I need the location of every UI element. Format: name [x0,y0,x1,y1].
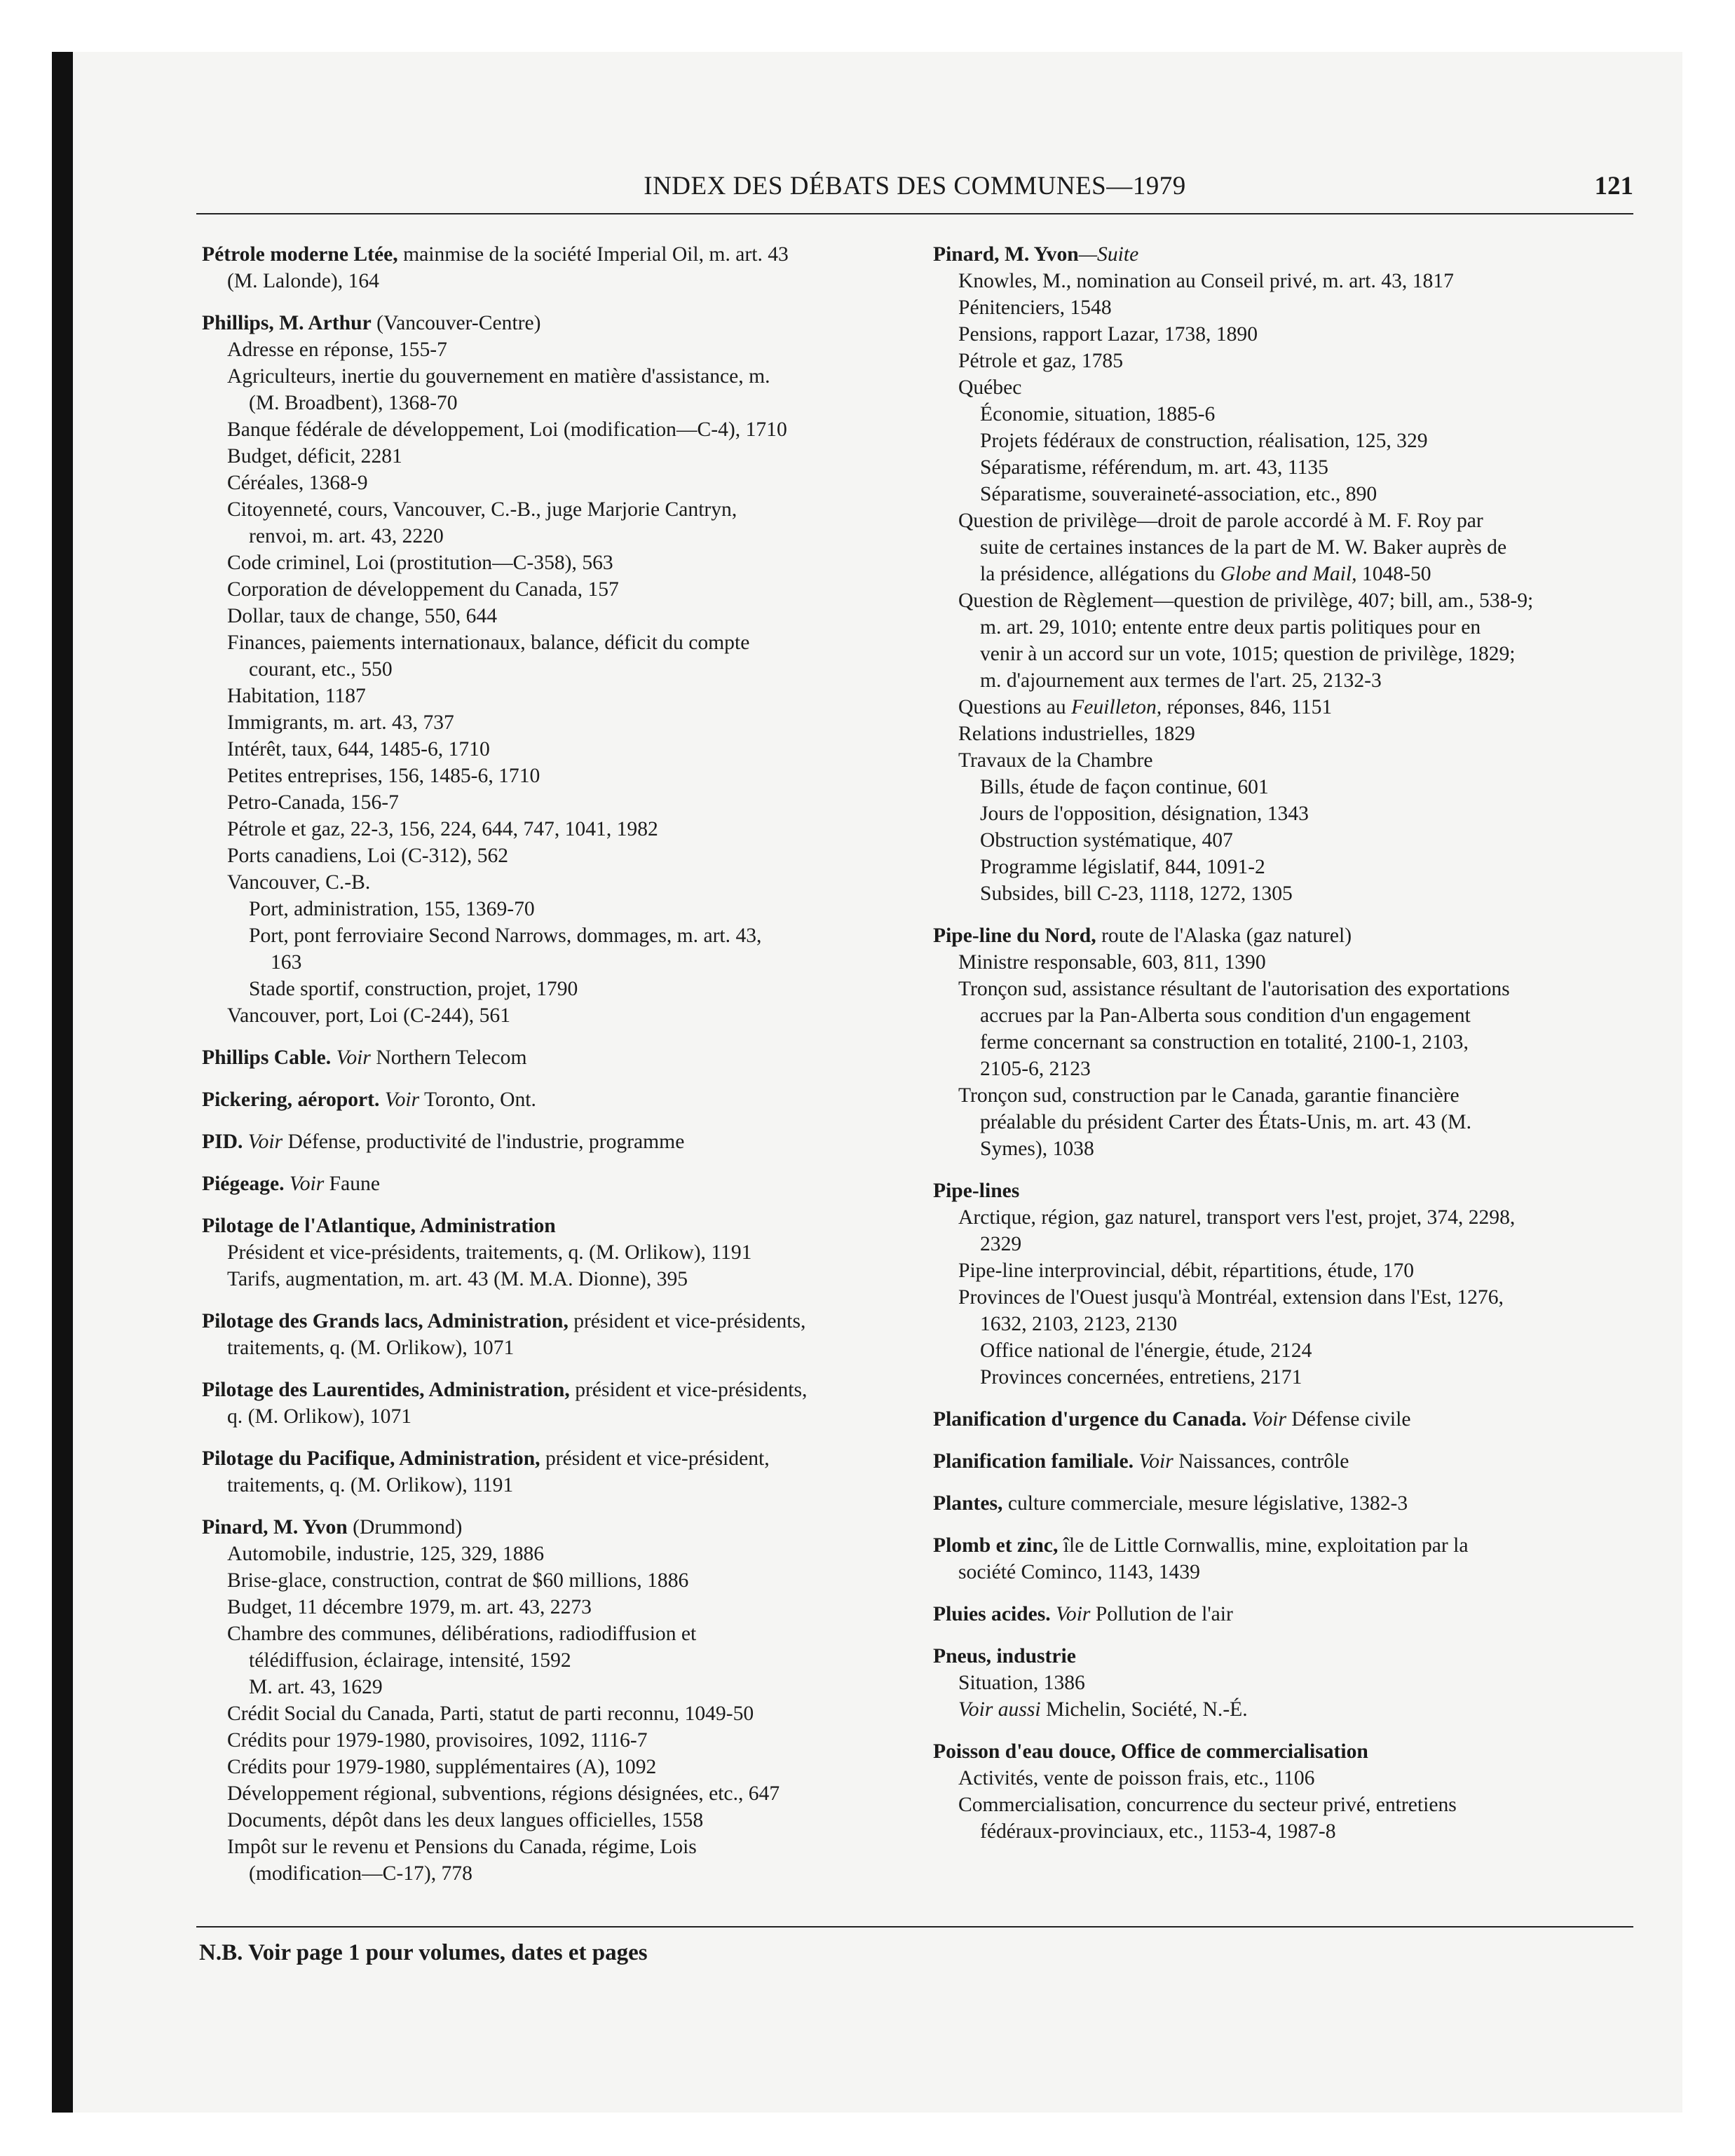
entry-text: Adresse en réponse, 155-7 [227,339,447,361]
entry-subline [933,1670,1627,1696]
entry-subline [202,1674,896,1700]
entry-subline [202,709,896,736]
italic-text: Voir [384,1089,420,1111]
entry-heading-line [933,922,1627,949]
entry-text: Michelin, Société, N.-É. [1046,1698,1248,1721]
entry-heading: Pipe-lines [933,1180,1020,1202]
entry-text: Naissances, contrôle [1178,1450,1349,1473]
entry-subline [202,550,896,576]
entry-heading: Pinard, M. Yvon [933,243,1079,266]
running-header [196,171,1633,214]
entry-subline [933,374,1627,401]
entry-subline [202,390,896,416]
entry-text: Céréales, 1368-9 [227,472,368,494]
entry-subline [202,363,896,390]
index-entry [202,1308,896,1361]
entry-text: Pipe-line interprovincial, débit, répartitions, étude, 170 [958,1260,1415,1282]
entry-text: m. art. 29, 1010; entente entre deux partis politiques pour en [980,616,1481,639]
entry-subline [933,1029,1627,1056]
entry-subline [202,789,896,816]
entry-subline [933,1257,1627,1284]
entry-subline [202,1002,896,1029]
italic-text: Voir [1251,1408,1286,1431]
entry-heading-line [202,1171,896,1197]
entry-text: 2329 [980,1233,1022,1255]
entry-text: ferme concernant sa construction en totalité, 2100-1, 2103, [980,1031,1469,1053]
page-number: 121 [1594,172,1633,200]
entry-text: Agriculteurs, inertie du gouvernement en matière d'assistance, m. [227,365,770,388]
entry-text: président et vice-présidents, [573,1310,806,1332]
entry-text: courant, etc., 550 [249,658,393,681]
entry-subline [202,1834,896,1860]
entry-subline [933,321,1627,348]
binding-edge [52,52,73,2113]
entry-subline [202,576,896,603]
italic-text: Voir [1056,1603,1091,1625]
entry-subline [933,1559,1627,1585]
italic-text: Voir [289,1173,325,1195]
entry-text: 1632, 2103, 2123, 2130 [980,1313,1178,1335]
entry-heading: Planification d'urgence du Canada. [933,1408,1247,1431]
entry-heading: Pilotage de l'Atlantique, Administration [202,1215,556,1237]
entry-subline [933,1284,1627,1311]
entry-text: Crédits pour 1979-1980, supplémentaires (A), 1092 [227,1756,657,1778]
entry-heading-line [933,1178,1627,1204]
entry-text: Arctique, région, gaz naturel, transport vers l'est, projet, 374, 2298, [958,1206,1516,1229]
entry-heading-line [202,1377,896,1403]
entry-text: Pollution de l'air [1095,1603,1233,1625]
entry-subline [202,1647,896,1674]
entry-subline [202,1567,896,1594]
entry-subline [933,1337,1627,1364]
index-entry [202,1086,896,1113]
entry-text: Documents, dépôt dans les deux langues officielles, 1558 [227,1809,704,1831]
entry-subline [202,736,896,763]
entry-text: île de Little Cornwallis, mine, exploitation par la [1063,1534,1469,1557]
entry-text: (M. Broadbent), 1368-70 [249,392,458,414]
entry-text: 2105-6, 2123 [980,1058,1091,1080]
entry-text: Activités, vente de poisson frais, etc., 1106 [958,1767,1315,1789]
entry-subline [202,1594,896,1621]
entry-subline [202,603,896,629]
entry-text: Immigrants, m. art. 43, 737 [227,711,454,734]
entry-text: Commercialisation, concurrence du secteur privé, entretiens [958,1794,1457,1816]
entry-text: télédiffusion, éclairage, intensité, 1592 [249,1649,571,1672]
italic-text: —Suite [1078,243,1139,266]
index-entry [202,1171,896,1197]
entry-heading-line [933,1406,1627,1433]
entry-subline [202,1403,896,1430]
entry-subline [202,1472,896,1499]
entry-text: Développement régional, subventions, régions désignées, etc., 647 [227,1782,780,1805]
entry-text: Northern Telecom [376,1046,527,1069]
entry-heading-line [202,1445,896,1472]
entry-heading-line [202,1086,896,1113]
entry-text: traitements, q. (M. Orlikow), 1191 [227,1474,514,1496]
entry-subline [933,348,1627,374]
entry-text: route de l'Alaska (gaz naturel) [1101,925,1352,947]
entry-text: culture commerciale, mesure législative, 1382-3 [1007,1492,1408,1515]
entry-subline [202,523,896,550]
entry-text: 163 [271,951,302,974]
entry-subline [202,1266,896,1292]
entry-subline [202,470,896,496]
entry-heading: Plantes, [933,1492,1003,1515]
entry-subline [933,667,1627,694]
entry-text: Stade sportif, construction, projet, 1790 [249,978,578,1000]
entry-subline [933,747,1627,774]
entry-text: préalable du président Carter des États-Unis, m. art. 43 (M. [980,1111,1472,1133]
entry-text: (modification—C-17), 778 [249,1862,472,1885]
entry-text: Bills, étude de façon continue, 601 [980,776,1269,798]
index-entry [202,1128,896,1155]
entry-heading: Pétrole moderne Ltée, [202,243,398,266]
entry-subline [933,294,1627,321]
entry-text: 1048-50 [1361,563,1431,585]
entry-subline [933,1002,1627,1029]
entry-subline [202,496,896,523]
entry-heading: Piégeage. [202,1173,285,1195]
entry-text: Symes), 1038 [980,1138,1094,1160]
entry-text: (Drummond) [353,1516,463,1538]
entry-text: Code criminel, Loi (prostitution—C-358), 563 [227,552,613,574]
entry-subline [933,428,1627,454]
entry-text: Automobile, industrie, 125, 329, 1886 [227,1543,545,1565]
entry-text: Banque fédérale de développement, Loi (modification—C-4), 1710 [227,418,787,441]
italic-text: Voir aussi [958,1698,1041,1721]
index-entry [933,922,1627,1162]
entry-text: mainmise de la société Imperial Oil, m. art. 43 [403,243,789,266]
entry-text: Programme législatif, 844, 1091-2 [980,856,1265,878]
entry-subline [933,1364,1627,1391]
entry-text: Faune [329,1173,380,1195]
entry-heading: Pickering, aéroport. [202,1089,380,1111]
index-column-left [202,241,896,1887]
entry-text: Question de privilège—droit de parole accordé à M. F. Roy par [958,510,1483,532]
entry-text: Office national de l'énergie, étude, 2124 [980,1339,1312,1362]
entry-text: Pensions, rapport Lazar, 1738, 1890 [958,323,1258,346]
italic-text: Voir [336,1046,371,1069]
entry-subline [202,976,896,1002]
entry-heading-line [933,1490,1627,1517]
entry-text: Travaux de la Chambre [958,749,1153,772]
entry-text: Ports canadiens, Loi (C-312), 562 [227,845,509,867]
entry-text: (M. Lalonde), 164 [227,270,379,292]
entry-text: m. d'ajournement aux termes de l'art. 25, 2132-3 [980,669,1382,692]
entry-subline [202,1860,896,1887]
index-entry [202,1213,896,1292]
entry-subline [933,561,1627,587]
entry-text: Provinces concernées, entretiens, 2171 [980,1366,1302,1389]
entry-text: M. art. 43, 1629 [249,1676,383,1698]
entry-subline [933,1792,1627,1818]
entry-subline [202,842,896,869]
entry-subline [202,816,896,842]
entry-text: Pénitenciers, 1548 [958,296,1112,319]
entry-subline [933,507,1627,534]
entry-text: Québec [958,376,1022,399]
index-entry [933,1490,1627,1517]
entry-text: Corporation de développement du Canada, 157 [227,578,619,601]
entry-text: Défense civile [1291,1408,1411,1431]
entry-text: Budget, déficit, 2281 [227,445,402,468]
entry-text: renvoi, m. art. 43, 2220 [249,525,444,547]
italic-text: Globe and Mail, [1220,563,1357,585]
entry-text: Habitation, 1187 [227,685,366,707]
entry-subline [933,401,1627,428]
entry-subline [933,1311,1627,1337]
entry-text: Intérêt, taux, 644, 1485-6, 1710 [227,738,490,760]
entry-text: Petites entreprises, 156, 1485-6, 1710 [227,765,540,787]
entry-text: Crédit Social du Canada, Parti, statut de parti reconnu, 1049-50 [227,1703,754,1725]
entry-heading: Planification familiale. [933,1450,1134,1473]
entry-subline [202,336,896,363]
entry-subline [202,443,896,470]
entry-text: Chambre des communes, délibérations, radiodiffusion et [227,1623,697,1645]
entry-subline [933,1082,1627,1109]
index-entry [933,1738,1627,1845]
footer-note: N.B. Voir page 1 pour volumes, dates et pages [199,1940,648,1965]
entry-heading: Pilotage des Laurentides, Administration, [202,1379,570,1401]
entry-subline [933,976,1627,1002]
entry-text: Projets fédéraux de construction, réalisation, 125, 329 [980,430,1428,452]
entry-heading-line [202,310,896,336]
entry-text: Séparatisme, référendum, m. art. 43, 1135 [980,456,1328,479]
entry-subline [933,1765,1627,1792]
entry-subline [933,774,1627,800]
entry-subline [933,1818,1627,1845]
entry-heading-line [933,1643,1627,1670]
entry-text: Jours de l'opposition, désignation, 1343 [980,803,1309,825]
entry-subline [933,827,1627,854]
index-entry [933,1448,1627,1475]
entry-subline [202,1780,896,1807]
entry-text: venir à un accord sur un vote, 1015; question de privilège, 1829; [980,643,1516,665]
entry-heading: Pluies acides. [933,1603,1051,1625]
entry-text: Port, pont ferroviaire Second Narrows, dommages, m. art. 43, [249,925,762,947]
index-entry [933,241,1627,907]
entry-text: Petro-Canada, 156-7 [227,791,399,814]
entry-heading-line [202,1128,896,1155]
entry-subline [202,869,896,896]
entry-text: Séparatisme, souveraineté-association, etc., 890 [980,483,1377,505]
entry-text: traitements, q. (M. Orlikow), 1071 [227,1337,515,1359]
entry-subline [933,1696,1627,1723]
entry-subline [933,694,1627,721]
entry-text: Pétrole et gaz, 1785 [958,350,1124,372]
header-title: INDEX DES DÉBATS DES COMMUNES—1979 [644,172,1186,200]
entry-subline [202,1754,896,1780]
entry-text: Vancouver, port, Loi (C-244), 561 [227,1004,510,1027]
entry-heading: Pinard, M. Yvon [202,1516,348,1538]
entry-subline [933,534,1627,561]
entry-heading-line [202,1213,896,1239]
index-entry [202,1377,896,1430]
entry-text: Port, administration, 155, 1369-70 [249,898,535,920]
entry-heading: Poisson d'eau douce, Office de commercialisation [933,1740,1368,1763]
index-entry [933,1178,1627,1391]
italic-text: Voir [247,1131,283,1153]
entry-subline [933,454,1627,481]
entry-subline [202,1727,896,1754]
entry-subline [933,1204,1627,1231]
entry-subline [202,1807,896,1834]
entry-subline [933,949,1627,976]
entry-subline [933,1056,1627,1082]
entry-heading: PID. [202,1131,243,1153]
entry-subline [933,880,1627,907]
entry-heading-line [933,1532,1627,1559]
entry-heading-line [933,1448,1627,1475]
index-entry [933,1643,1627,1723]
entry-heading-line [933,241,1627,268]
entry-text: société Cominco, 1143, 1439 [958,1561,1200,1583]
entry-text: président et vice-présidents, [575,1379,808,1401]
entry-text: Impôt sur le revenu et Pensions du Canada, régime, Lois [227,1836,697,1858]
entry-subline [202,896,896,922]
entry-text: Économie, situation, 1885-6 [980,403,1216,425]
entry-text: Toronto, Ont. [424,1089,536,1111]
entry-heading: Pilotage des Grands lacs, Administration, [202,1310,569,1332]
entry-subline [202,763,896,789]
entry-heading: Phillips Cable. [202,1046,332,1069]
entry-text: Situation, 1386 [958,1672,1085,1694]
index-entry [202,1044,896,1071]
entry-text: Crédits pour 1979-1980, provisoires, 1092, 1116-7 [227,1729,648,1752]
entry-heading-line [202,1308,896,1335]
entry-subline [933,268,1627,294]
entry-text: président et vice-président, [545,1447,770,1470]
entry-text: Brise-glace, construction, contrat de $60 millions, 1886 [227,1569,689,1592]
entry-text: Pétrole et gaz, 22-3, 156, 224, 644, 747, 1041, 1982 [227,818,658,840]
entry-subline [202,1239,896,1266]
entry-text: Question de Règlement—question de privilège, 407; bill, am., 538-9; [958,589,1534,612]
index-column-right [933,241,1627,1845]
entry-text: suite de certaines instances de la part de M. W. Baker auprès de [980,536,1507,559]
entry-heading-line [202,241,896,268]
entry-text: Ministre responsable, 603, 811, 1390 [958,951,1266,974]
entry-subline [933,1231,1627,1257]
entry-subline [933,800,1627,827]
entry-subline [202,629,896,656]
index-entry [202,1445,896,1499]
entry-subline [202,416,896,443]
entry-text: Subsides, bill C-23, 1118, 1272, 1305 [980,882,1293,905]
entry-text: Vancouver, C.-B. [227,871,371,894]
entry-subline [202,683,896,709]
entry-subline [202,1621,896,1647]
entry-text: la présidence, allégations du [980,563,1216,585]
entry-subline [202,949,896,976]
entry-subline [933,721,1627,747]
entry-text: Relations industrielles, 1829 [958,723,1195,745]
entry-heading-line [202,1044,896,1071]
entry-subline [933,1135,1627,1162]
entry-text: Budget, 11 décembre 1979, m. art. 43, 2273 [227,1596,592,1618]
index-entry [933,1532,1627,1585]
entry-text: Provinces de l'Ouest jusqu'à Montréal, extension dans l'Est, 1276, [958,1286,1504,1309]
entry-text: accrues par la Pan-Alberta sous condition d'un engagement [980,1004,1471,1027]
entry-heading: Phillips, M. Arthur [202,312,372,334]
entry-text: (Vancouver-Centre) [376,312,541,334]
italic-text: Feuilleton, [1071,696,1162,718]
entry-subline [202,922,896,949]
entry-subline [933,1109,1627,1135]
entry-subline [933,854,1627,880]
entry-subline [202,1335,896,1361]
entry-text: Tarifs, augmentation, m. art. 43 (M. M.A. Dionne), 395 [227,1268,688,1290]
entry-subline [202,1541,896,1567]
entry-subline [933,481,1627,507]
entry-text: Défense, productivité de l'industrie, programme [287,1131,685,1153]
entry-subline [933,587,1627,614]
entry-text: q. (M. Orlikow), 1071 [227,1405,412,1428]
entry-text: Citoyenneté, cours, Vancouver, C.-B., juge Marjorie Cantryn, [227,498,737,521]
entry-text: Président et vice-présidents, traitements, q. (M. Orlikow), 1191 [227,1241,752,1264]
entry-heading-line [933,1601,1627,1628]
footer-rule [196,1926,1633,1928]
entry-text: Dollar, taux de change, 550, 644 [227,605,498,627]
entry-heading: Pilotage du Pacifique, Administration, [202,1447,540,1470]
entry-text: Tronçon sud, assistance résultant de l'autorisation des exportations [958,978,1510,1000]
entry-subline [202,268,896,294]
entry-heading-line [933,1738,1627,1765]
entry-text: Finances, paiements internationaux, balance, déficit du compte [227,632,750,654]
entry-heading: Pipe-line du Nord, [933,925,1096,947]
entry-subline [202,1700,896,1727]
index-entry [933,1601,1627,1628]
entry-text: fédéraux-provinciaux, etc., 1153-4, 1987-8 [980,1820,1336,1843]
entry-text: Knowles, M., nomination au Conseil privé, m. art. 43, 1817 [958,270,1454,292]
entry-text: Obstruction systématique, 407 [980,829,1233,852]
entry-subline [933,641,1627,667]
entry-subline [933,614,1627,641]
index-entry [202,241,896,294]
entry-subline [202,656,896,683]
entry-text: Questions au [958,696,1066,718]
index-entry [933,1406,1627,1433]
italic-text: Voir [1138,1450,1173,1473]
index-entry [202,1514,896,1887]
entry-text: Tronçon sud, construction par le Canada, garantie financière [958,1084,1460,1107]
index-entry [202,310,896,1029]
entry-heading-line [202,1514,896,1541]
entry-heading: Plomb et zinc, [933,1534,1059,1557]
entry-heading: Pneus, industrie [933,1645,1076,1667]
entry-text: réponses, 846, 1151 [1166,696,1333,718]
